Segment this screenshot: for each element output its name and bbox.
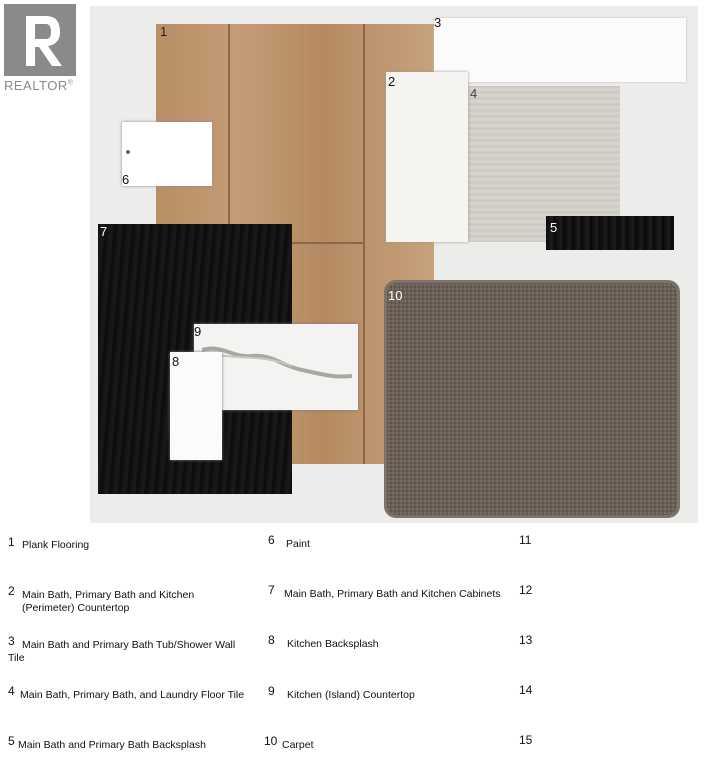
finishes-photo [90, 6, 698, 523]
legend-label: Plank Flooring [22, 539, 90, 551]
legend-label: Paint [286, 538, 310, 550]
swatch-number-9: 9 [194, 324, 202, 339]
legend-number: 2 [8, 584, 15, 598]
swatch-number-7: 7 [100, 224, 108, 239]
carpet-swatch [384, 280, 680, 518]
swatch-number-8: 8 [172, 354, 180, 369]
swatch-number-10: 10 [388, 288, 403, 303]
swatch-number-2: 2 [388, 74, 396, 89]
legend-number: 7 [268, 583, 275, 597]
legend-label: Main Bath, Primary Bath and Kitchen Cabinets [284, 588, 501, 600]
legend-label: Main Bath, Primary Bath and Kitchen (Perimeter) Countertop [22, 589, 195, 614]
paint-dot-icon [126, 150, 130, 154]
realtor-r-icon [4, 4, 76, 76]
legend-number: 4 [8, 684, 15, 698]
legend-number: 3 [8, 634, 15, 648]
legend-number: 5 [8, 734, 15, 748]
legend-number: 15 [519, 733, 533, 747]
legend-number: 14 [519, 683, 533, 697]
legend-number: 10 [264, 734, 278, 748]
legend-number: 8 [268, 633, 275, 647]
marble-vein-icon [202, 344, 352, 380]
legend-label: Carpet [282, 739, 314, 751]
legend-label: Kitchen Backsplash [287, 638, 379, 650]
legend-label: Main Bath and Primary Bath Backsplash [18, 739, 206, 751]
swatch-number-3: 3 [434, 15, 442, 30]
legend-label: Kitchen (Island) Countertop [287, 689, 415, 701]
wall-tile-swatch [434, 18, 686, 82]
bath-backsplash-swatch [546, 216, 674, 250]
legend-number: 6 [268, 533, 275, 547]
legend-number: 12 [519, 583, 533, 597]
legend-label: Main Bath, Primary Bath, and Laundry Floor Tile [20, 689, 245, 701]
legend-number: 9 [268, 684, 275, 698]
realtor-wordmark: REALTOR® [4, 78, 74, 93]
swatch-number-5: 5 [550, 220, 558, 235]
swatch-number-1: 1 [160, 24, 168, 39]
perimeter-countertop-swatch [386, 72, 468, 242]
swatch-number-6: 6 [122, 172, 130, 187]
realtor-logo [4, 4, 76, 96]
legend-number: 1 [8, 535, 15, 549]
legend-label: Main Bath and Primary Bath Tub/Shower Wall Tile [8, 639, 236, 664]
legend-number: 13 [519, 633, 533, 647]
legend-number: 11 [519, 533, 532, 547]
paint-card-swatch [122, 122, 212, 186]
swatch-number-4: 4 [470, 86, 478, 101]
